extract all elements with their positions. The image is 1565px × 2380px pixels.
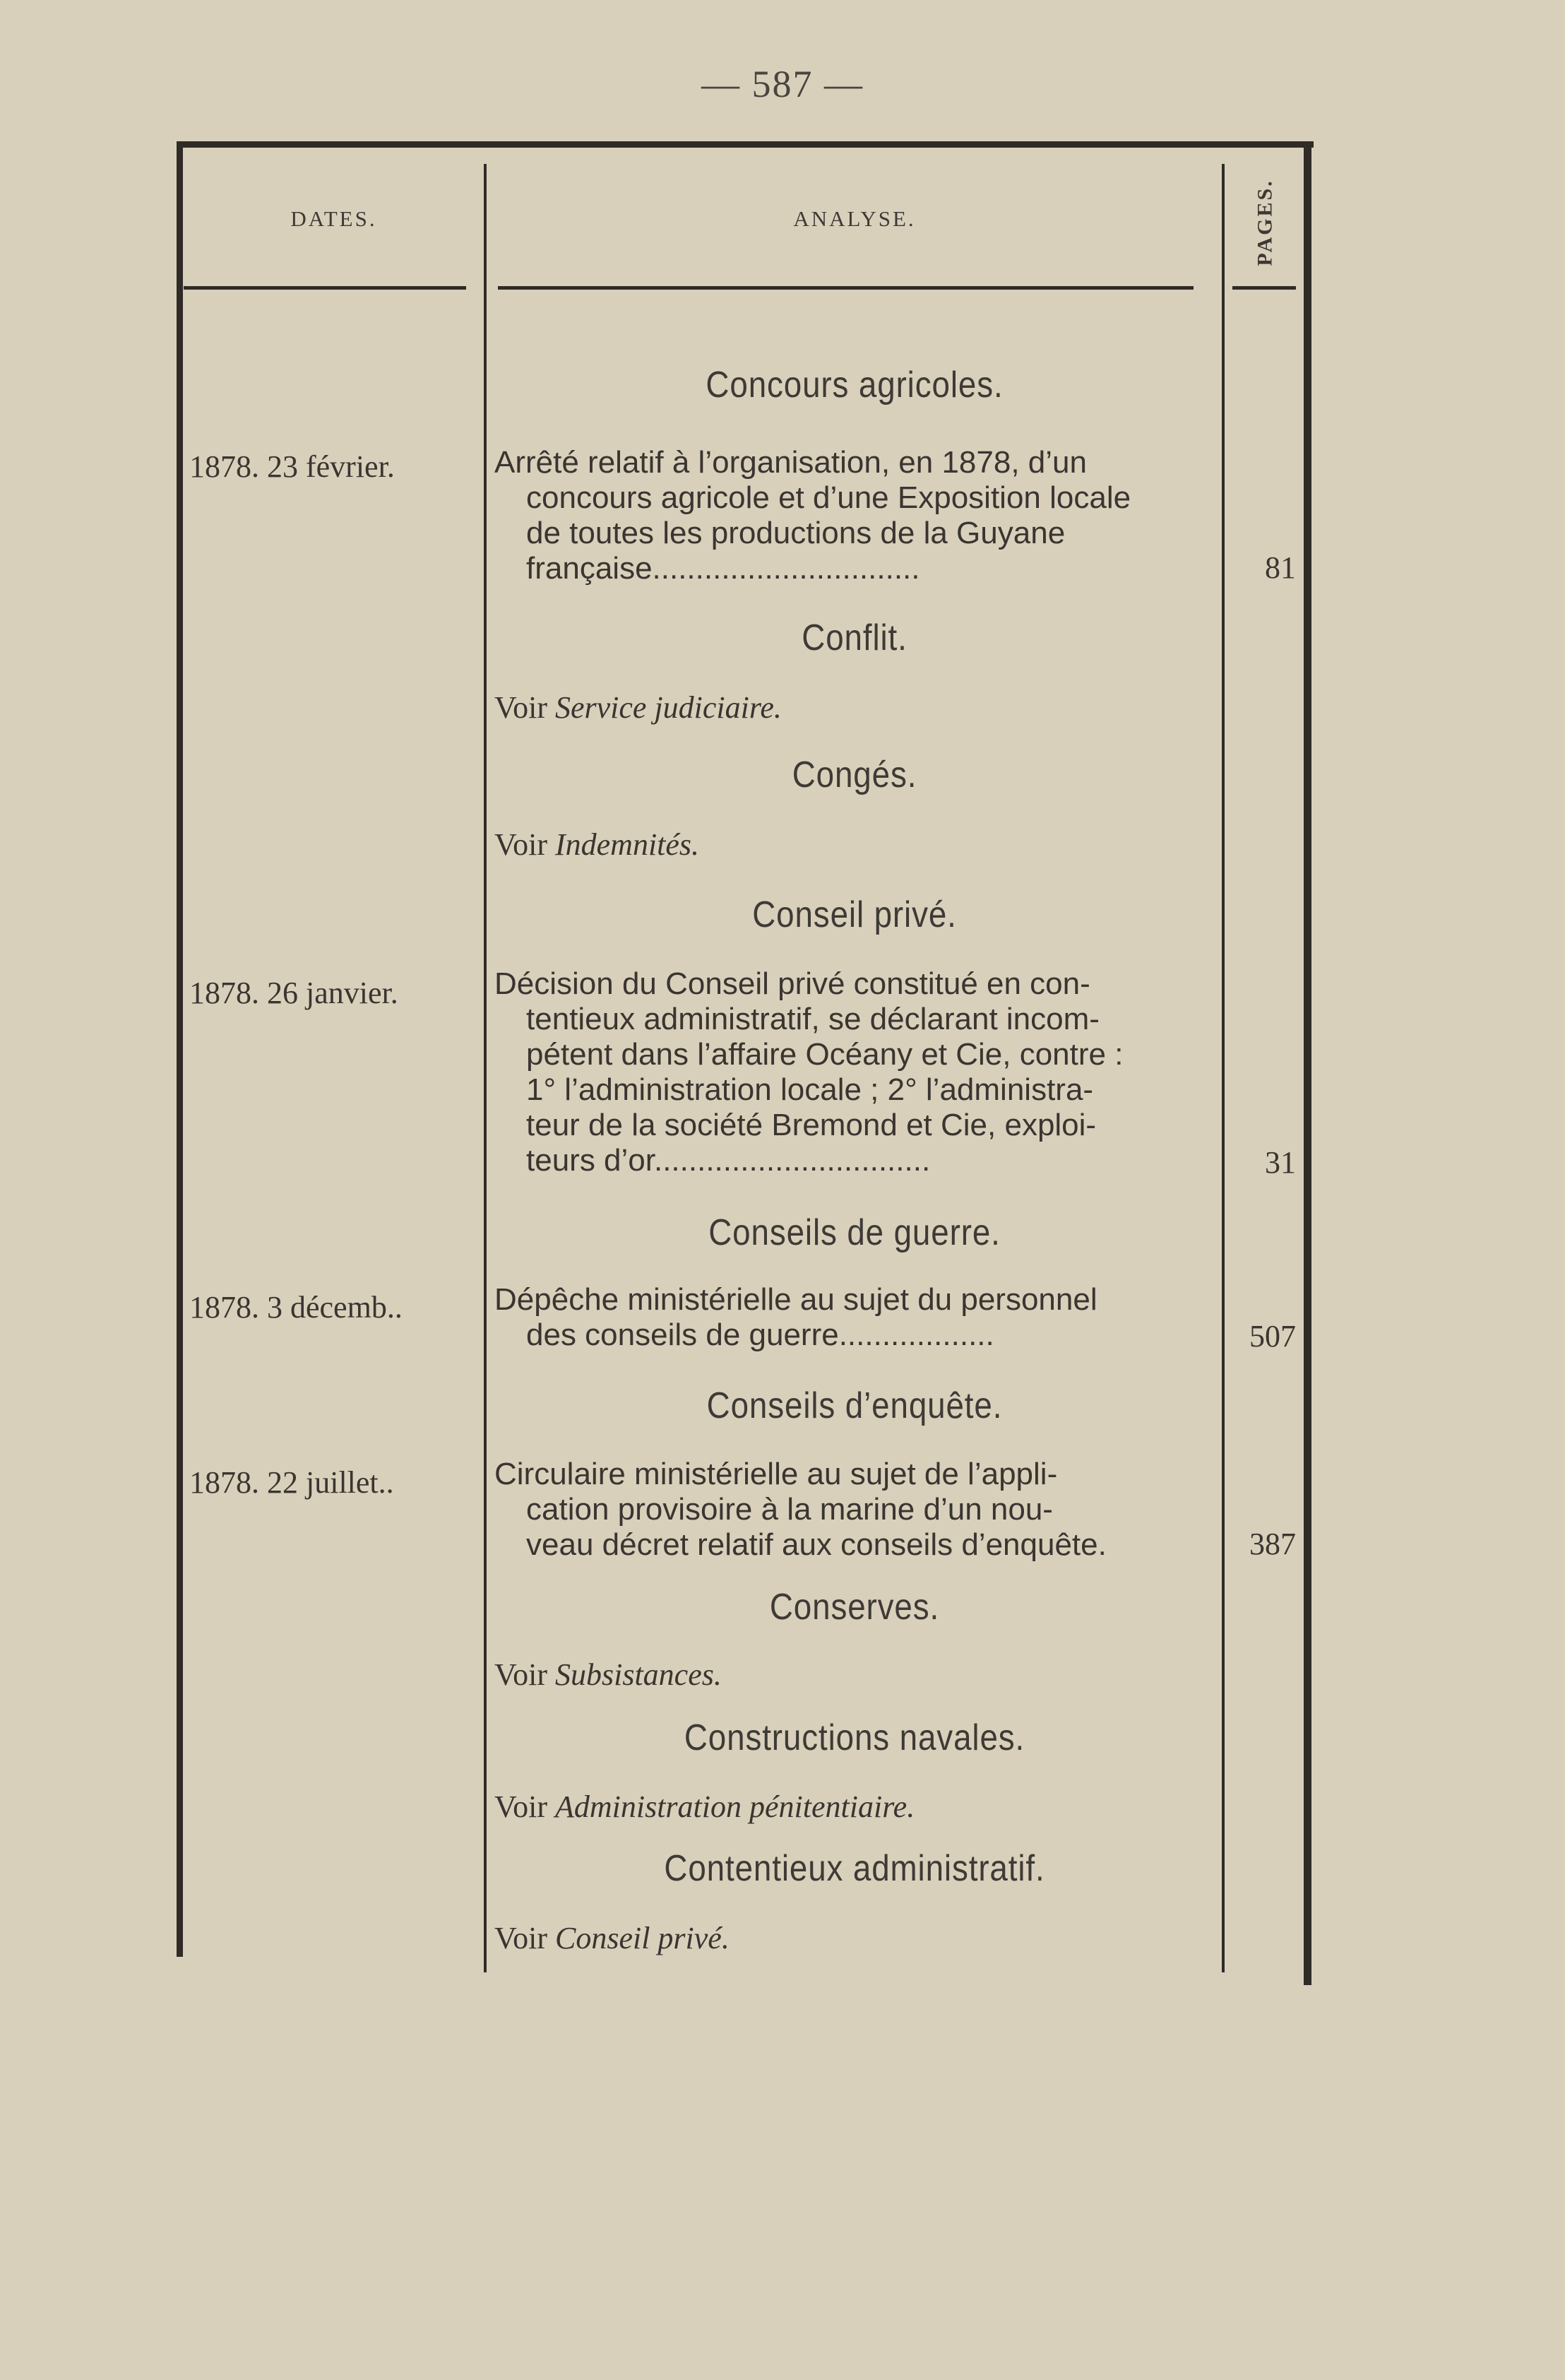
header-underline-pages: [1232, 286, 1296, 290]
see-also-reference: [494, 689, 1208, 726]
entry-text: [494, 1282, 1208, 1353]
header-underline-analyse: [498, 286, 1194, 290]
page-number: — 587 —: [701, 63, 864, 105]
dates-column-divider: [484, 164, 487, 1972]
section-heading: Contentieux administratif.: [664, 1848, 1045, 1889]
see-also-prefix: Voir: [494, 1921, 555, 1955]
see-also-reference: [494, 1789, 1208, 1825]
see-also-reference: [494, 1920, 1208, 1956]
see-also-reference: [494, 827, 1208, 863]
column-header-dates: DATES.: [290, 206, 377, 231]
entry-line: cation provisoire à la marine d’un nou-: [526, 1492, 1053, 1527]
entry-line: teurs d’or................................: [526, 1143, 931, 1178]
entry-line: teur de la société Bremond et Cie, exploi-: [526, 1108, 1097, 1142]
entry-page-ref: 31: [1265, 1145, 1296, 1180]
entry-date: 1878. 26 janvier.: [189, 976, 398, 1010]
entry-page-ref: 507: [1249, 1319, 1296, 1354]
section-heading: Constructions navales.: [684, 1717, 1025, 1758]
entry-line: Dépêche ministérielle au sujet du personnel: [494, 1282, 1097, 1317]
entry-line: des conseils de guerre..................: [526, 1318, 994, 1352]
see-also-reference: [494, 1657, 1208, 1693]
section-heading: Conflit.: [802, 617, 908, 658]
see-also-target: Subsistances.: [554, 1657, 722, 1692]
entry-line: concours agricole et d’une Exposition locale: [526, 480, 1131, 515]
table-top-rule: [177, 141, 1314, 148]
entry-line: Circulaire ministérielle au sujet de l’appli-: [494, 1457, 1058, 1491]
see-also-prefix: Voir: [494, 1657, 555, 1692]
see-also-target: Indemnités.: [554, 827, 700, 862]
entry-date: 1878. 22 juillet..: [189, 1465, 394, 1500]
see-also-prefix: Voir: [494, 827, 555, 862]
section-heading: Conseil privé.: [752, 894, 957, 935]
entry-line: 1° l’administration locale ; 2° l’administra-: [526, 1072, 1094, 1107]
section-heading: Conseils de guerre.: [708, 1212, 1001, 1253]
pages-column-divider: [1222, 164, 1225, 1972]
section-heading: Congés.: [792, 754, 917, 795]
entry-page-ref: 387: [1249, 1527, 1296, 1561]
entry-line: tentieux administratif, se déclarant incom-: [526, 1002, 1100, 1036]
entry-line: veau décret relatif aux conseils d’enquête.: [526, 1527, 1107, 1562]
see-also-prefix: Voir: [494, 690, 555, 725]
column-header-pages-label: PAGES.: [1254, 179, 1278, 266]
entry-text: [494, 966, 1208, 1178]
see-also-prefix: Voir: [494, 1789, 555, 1824]
table-left-rule: [177, 141, 183, 1957]
section-heading: Conserves.: [769, 1587, 940, 1628]
entry-line: pétent dans l’affaire Océany et Cie, contre :: [526, 1037, 1124, 1072]
entry-date: 1878. 3 décemb..: [189, 1290, 403, 1325]
entry-date: 1878. 23 février.: [189, 449, 395, 484]
section-heading: Conseils d’enquête.: [706, 1385, 1003, 1426]
entry-line: Décision du Conseil privé constitué en con-: [494, 966, 1090, 1001]
see-also-target: Conseil privé.: [554, 1921, 730, 1955]
entry-line: Arrêté relatif à l’organisation, en 1878, d’un: [494, 445, 1087, 480]
entry-line: française...............................: [526, 551, 920, 586]
entry-text: [494, 445, 1208, 586]
table-right-rule: [1304, 141, 1311, 1985]
entry-page-ref: 81: [1265, 550, 1296, 585]
section-heading: Concours agricoles.: [706, 365, 1004, 405]
entry-line: de toutes les productions de la Guyane: [526, 516, 1066, 550]
see-also-target: Administration pénitentiaire.: [554, 1789, 915, 1824]
header-underline-dates: [184, 286, 466, 290]
see-also-target: Service judiciaire.: [554, 690, 782, 725]
column-header-pages: [1230, 170, 1301, 276]
column-header-analyse: ANALYSE.: [793, 206, 916, 231]
entry-text: [494, 1457, 1208, 1563]
